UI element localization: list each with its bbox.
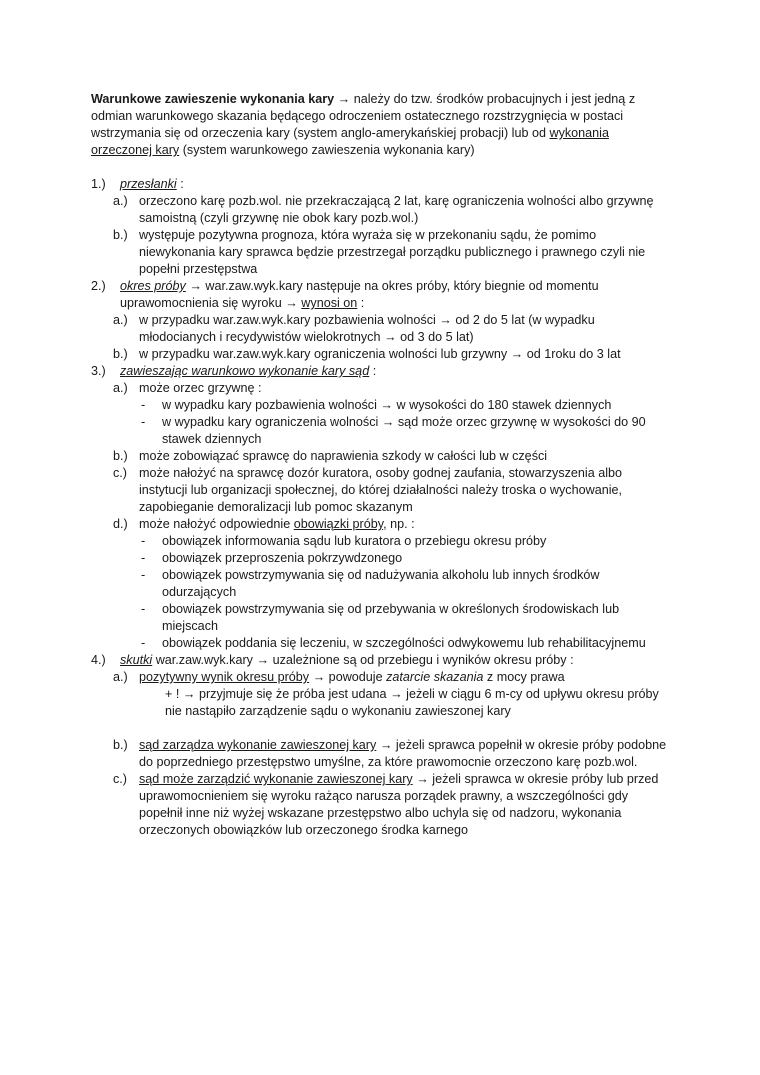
section-3-a-subitem: - w wypadku kary pozbawienia wolności → w wysokości do 180 stawek dziennych: [141, 398, 612, 412]
section-3-d-subitem: - obowiązek powstrzymywania się od przebywania w określonych środowiskach lub miejscach: [141, 602, 620, 633]
section-3-d-subitem: - obowiązek poddania się leczeniu, w szczególności odwykowemu lub rehabilitacyjnemu: [141, 636, 646, 650]
arrow-icon: →: [416, 772, 429, 786]
arrow-icon: →: [383, 330, 397, 344]
arrow-icon: →: [285, 296, 298, 310]
arrow-icon: →: [256, 653, 270, 667]
arrow-icon: →: [510, 347, 524, 361]
section-2-item-b: b.) w przypadku war.zaw.wyk.kary ograniczenia wolności lub grzywny → od 1roku do 3 lat: [113, 347, 621, 361]
arrow-icon: →: [337, 92, 351, 106]
section-4-a-note: + ! → przyjmuje się że próba jest udana → jeżeli w ciągu 6 m-cy od upływu okresu próby nie nastąpiło zarządzenie sądu o wykonaniu zawieszonej kary: [165, 687, 659, 718]
section-1-item-b: b.) występuje pozytywna prognoza, która wyraża się w przekonaniu sądu, że pomimo niewykonania kary sprawca będzie przestrzegał porządku publicznego i prawnego czyli nie popełni przestępstwa: [113, 228, 646, 276]
arrow-icon: →: [182, 687, 196, 701]
arrow-icon: →: [189, 279, 202, 293]
section-3-a-subitem: - w wypadku kary ograniczenia wolności → sąd może orzec grzywnę w wysokości do 90 stawek dziennych: [141, 415, 646, 446]
section-3-d-subitem: - obowiązek przeproszenia pokrzywdzonego: [141, 551, 403, 565]
arrow-icon: →: [381, 415, 395, 429]
section-2-heading: 2.) okres próby → war.zaw.wyk.kary następuje na okres próby, który biegnie od momentu uprawomocnienia się wyroku → wynosi on :: [91, 279, 599, 310]
section-1-heading: 1.) przesłanki :: [91, 177, 184, 191]
section-1-item-a: a.) orzeczono karę pozb.wol. nie przekraczającą 2 lat, karę ograniczenia wolności albo grzywnę samoistną (czyli grzywnę nie obok kary pozb.wol.): [113, 194, 654, 225]
section-4-heading: 4.) skutki war.zaw.wyk.kary → uzależnione są od przebiegu i wyników okresu próby :: [91, 653, 574, 667]
arrow-icon: →: [390, 687, 403, 701]
section-4-item-a: a.) pozytywny wynik okresu próby → powoduje zatarcie skazania z mocy prawa: [113, 670, 565, 684]
section-3-item-b: b.) może zobowiązać sprawcę do naprawienia szkody w całości lub w części: [113, 449, 548, 463]
document-page: [91, 91, 671, 839]
section-3-item-c: c.) może nałożyć na sprawcę dozór kuratora, osoby godnej zaufania, stowarzyszenia albo instytucji lub organizacji społecznej, do której działalności należy troska o wychowanie, zapobieganie demoralizacji lub pomoc skazanym: [113, 466, 623, 514]
section-3-d-subitem: - obowiązek powstrzymywania się od nadużywania alkoholu lub innych środków odurzających: [141, 568, 600, 599]
arrow-icon: →: [380, 398, 393, 412]
section-3-item-a: a.) może orzec grzywnę :: [113, 381, 262, 395]
arrow-icon: →: [439, 313, 452, 327]
section-3-heading: 3.) zawieszając warunkowo wykonanie kary sąd :: [91, 364, 377, 378]
section-3-item-d: d.) może nałożyć odpowiednie obowiązki próby, np. :: [113, 517, 415, 531]
section-4-item-b: b.) sąd zarządza wykonanie zawieszonej kary → jeżeli sprawca popełnił w okresie próby podobne do poprzedniego przestępstwo umyślne, za które prawomocnie orzeczono karę pozb.wol.: [113, 738, 667, 769]
section-3-d-subitem: - obowiązek informowania sądu lub kuratora o przebiegu okresu próby: [141, 534, 547, 548]
arrow-icon: →: [379, 738, 393, 752]
section-2-item-a: a.) w przypadku war.zaw.wyk.kary pozbawienia wolności → od 2 do 5 lat (w wypadku młodocianych i recydywistów wielokrotnych → od 3 do 5 lat): [113, 313, 595, 344]
intro-title: Warunkowe zawieszenie wykonania kary: [91, 92, 335, 106]
arrow-icon: →: [312, 670, 326, 684]
intro-paragraph: Warunkowe zawieszenie wykonania kary → należy do tzw. środków probacujnych i jest jedną z odmian warunkowego skazania będącego odroczeniem ostatecznego rozstrzygnięcia w postaci wstrzymania się od orzeczenia kary (system anglo-amerykańskiej probacji) lub od wykonania orzeczonej kary (system warunkowego zawieszenia wykonania kary): [91, 92, 636, 157]
section-4-item-c: c.) sąd może zarządzić wykonanie zawieszonej kary → jeżeli sprawca w okresie próby lub przed uprawomocnieniem się wyroku rażąco narusza porządek prawny, a wszczególności gdy popełnił inne niż wyżej wskazane przestępstwo albo uchyla się od nadzoru, wykonania orzeczonych obowiązków lub orzeczonego środka karnego: [113, 772, 659, 837]
